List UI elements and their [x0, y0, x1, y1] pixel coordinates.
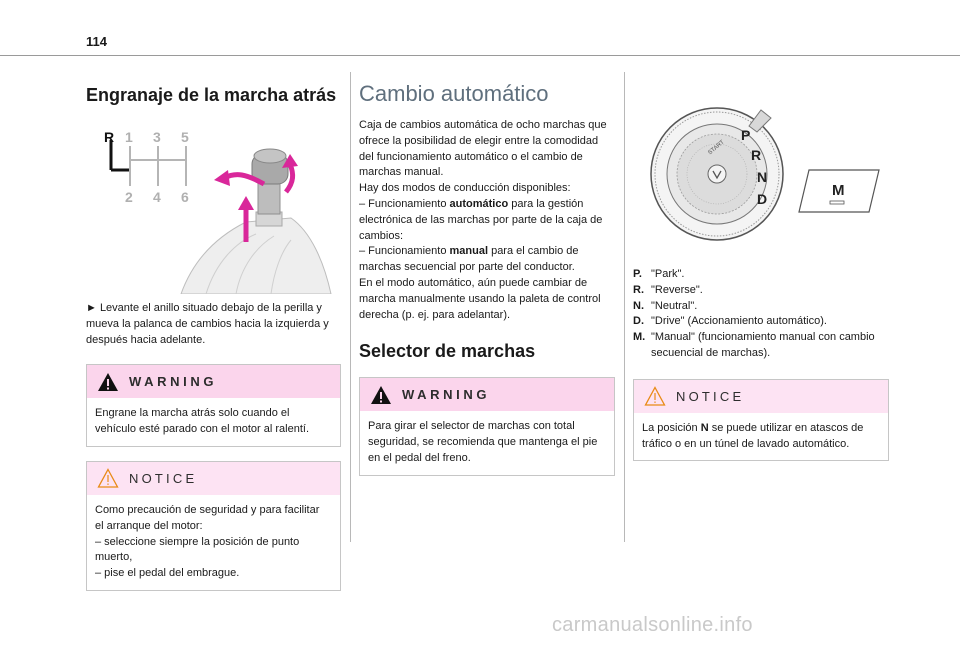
notice-box: [86, 461, 341, 591]
gear-key: D.: [633, 315, 644, 328]
power-symbol-icon: [708, 165, 726, 183]
start-engraving: START: [707, 139, 726, 157]
mode-manual-term: manual: [449, 245, 489, 258]
automatic-description: [359, 118, 615, 323]
selector-r-letter: R: [751, 147, 762, 163]
gear-desc: "Park".: [651, 268, 685, 280]
gear-desc: "Manual" (funcionamiento manual con cambio secuencial de marchas).: [651, 331, 875, 359]
arrow-left-icon: [214, 170, 230, 186]
notice-line: – seleccione siempre la posición de punto muerto,: [95, 535, 300, 564]
gear-6-label: 6: [181, 189, 189, 205]
reverse-instruction: ► Levante el anillo situado debajo de la perilla y mueva la palanca de cambios hacia la izquierda y después hacia adelante.: [86, 302, 329, 346]
gear-5-label: 5: [181, 129, 189, 145]
selector-title: Selector de marchas: [359, 341, 536, 362]
warning-text: Engrane la marcha atrás solo cuando el vehículo esté parado con el motor al ralentí.: [95, 407, 310, 436]
mode-manual: [359, 244, 615, 276]
warning-triangle-icon: [370, 385, 392, 405]
notice-line: – pise el pedal del embrague.: [95, 567, 240, 580]
selector-n-letter: N: [757, 169, 768, 185]
automatic-title: Cambio automático: [359, 81, 549, 106]
column-divider: [624, 72, 625, 542]
gear-desc: "Drive" (Accionamiento automático).: [651, 315, 827, 328]
mode-prefix: – Funcionamiento: [359, 197, 450, 210]
shift-lever-illustration: [86, 122, 341, 294]
automatic-intro: Caja de cambios automática de ocho marchas que ofrece la posibilidad de elegir entre la comodidad del funcionamiento automático o el cambio de marchas manual.: [359, 119, 607, 179]
warning-label: WARNING: [129, 374, 218, 390]
list-item: [633, 267, 889, 283]
gear-lever-drawing: [181, 149, 331, 294]
gear-key: P.: [633, 268, 642, 280]
gear-3-label: 3: [153, 129, 161, 145]
column-reverse-gear: [86, 72, 341, 591]
warning-header: [87, 365, 340, 398]
gear-desc: "Reverse".: [651, 283, 703, 296]
notice-header: [87, 462, 340, 495]
shift-pattern: [104, 129, 189, 205]
watermark: carmanualsonline.info: [552, 614, 753, 636]
selector-notch: [749, 110, 771, 132]
gear-position-list: [633, 267, 889, 362]
gear-key: N.: [633, 299, 644, 312]
mode-suffix: para el cambio de marchas secuencial por parte del conductor.: [359, 245, 579, 274]
notice-box: [633, 379, 889, 462]
selector-d-letter: D: [757, 191, 768, 207]
list-item: [633, 314, 889, 330]
column-divider: [350, 72, 351, 542]
list-item: [633, 330, 889, 362]
gear-4-label: 4: [153, 189, 161, 205]
column-selector: [633, 72, 889, 461]
warning-text: Para girar el selector de marchas con total seguridad, se recomienda que mantenga el pie en el pedal del freno.: [368, 420, 598, 464]
list-item: [633, 299, 889, 315]
page-number: 114: [86, 34, 107, 49]
manual-button-label: M: [832, 182, 845, 199]
notice-text-prefix: La posición: [642, 421, 701, 434]
warning-box: [86, 364, 341, 447]
warning-triangle-icon: [97, 372, 119, 392]
rotary-selector: [651, 108, 783, 240]
column-automatic: [359, 72, 615, 476]
notice-text-suffix: se puede utilizar en atascos de tráfico o en un túnel de lavado automático.: [642, 421, 864, 450]
notice-line: Como precaución de seguridad y para facilitar el arranque del motor:: [95, 503, 320, 532]
notice-triangle-icon: [644, 386, 666, 406]
automatic-note: En el modo automático, aún puede cambiar de marcha manualmente usando la paleta de control derecha (p. ej. para adelantar).: [359, 276, 601, 321]
notice-label: NOTICE: [129, 470, 198, 486]
reverse-gear-title: Engranaje de la marcha atrás: [86, 85, 337, 105]
warning-box: [359, 377, 615, 475]
gear-selector-illustration: [633, 88, 889, 264]
shift-lever-figure: [86, 122, 341, 294]
mode-prefix: – Funcionamiento: [359, 245, 450, 258]
manual-mode-button: [799, 170, 879, 212]
arrow-up-icon: [238, 196, 254, 210]
mode-suffix: para la gestión electrónica de las marchas por parte de la caja de cambios:: [359, 197, 603, 242]
notice-triangle-icon: [97, 468, 119, 488]
notice-text: [634, 413, 888, 461]
gear-key: R.: [633, 283, 644, 296]
warning-label: WARNING: [402, 387, 491, 403]
notice-label: NOTICE: [676, 388, 745, 404]
mode-automatic: [359, 197, 615, 244]
gear-2-label: 2: [125, 189, 133, 205]
warning-header: [360, 378, 614, 411]
gear-selector-figure: [633, 88, 889, 264]
gear-r-label: R: [104, 129, 115, 145]
gear-1-label: 1: [125, 129, 133, 145]
gear-key: M.: [633, 331, 646, 344]
modes-intro: Hay dos modos de conducción disponibles:: [359, 182, 571, 195]
mode-automatic-term: automático: [449, 197, 509, 210]
notice-body: [87, 495, 340, 590]
notice-text-bold: N: [700, 421, 709, 434]
header-rule: [0, 55, 960, 56]
gear-desc: "Neutral".: [651, 299, 698, 312]
list-item: [633, 283, 889, 299]
notice-header: [634, 380, 888, 413]
selector-p-letter: P: [741, 127, 751, 143]
